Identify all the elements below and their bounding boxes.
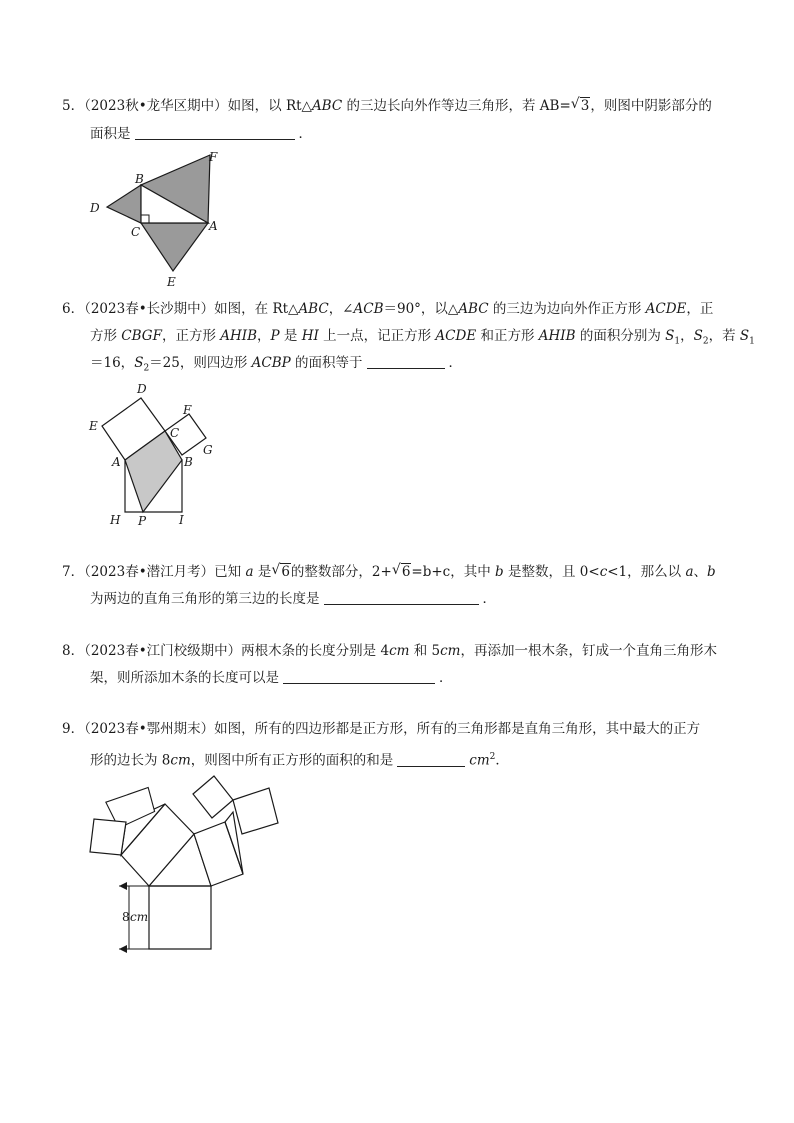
sqrt-3: √ 3 bbox=[570, 96, 590, 114]
q6-source: （2023春•长沙期中） bbox=[84, 301, 215, 317]
q5-source: （2023秋•龙华区期中） bbox=[84, 98, 228, 114]
q5-label-F: F bbox=[209, 150, 218, 164]
q7-line-2: 为两边的直角三角形的第三边的长度是 ． bbox=[90, 591, 496, 607]
sqrt-6-b: √ 6 bbox=[391, 562, 411, 580]
q5-answer-blank[interactable] bbox=[135, 125, 295, 140]
q8-number: 8． bbox=[62, 643, 85, 659]
q9-dim-number: 8 bbox=[122, 910, 130, 924]
sqrt-6-a: √ 6 bbox=[271, 562, 290, 580]
q7-number: 7． bbox=[62, 564, 85, 580]
q5-shaded-triangle-CAE bbox=[141, 223, 208, 271]
q9-arrow-bottom bbox=[119, 945, 127, 953]
q8-line-1: 8．（2023春•江门校级期中）两根木条的长度分别是 4cm 和 5cm，再添加一根木条，钉成一个直角三角形木 bbox=[62, 643, 717, 659]
q6-answer-blank[interactable] bbox=[367, 354, 445, 369]
q8-line-2: 架，则所添加木条的长度可以是 ． bbox=[90, 670, 453, 686]
q5-number: 5． bbox=[62, 98, 85, 114]
q9-left-bottom-square bbox=[90, 819, 126, 855]
q7-source: （2023春•潜江月考） bbox=[84, 564, 215, 580]
q5-figure bbox=[85, 145, 235, 290]
q6-line-2: 方形 CBGF，正方形 AHIB，P 是 HI 上一点，记正方形 ACDE 和正方形 AHIB 的面积分别为 $S_1$，$S_2$，若 $S_1$ bbox=[90, 328, 755, 347]
q5-label-A: A bbox=[209, 219, 218, 233]
q9-line-1: 9．（2023春•鄂州期末）如图，所有的四边形都是正方形，所有的三角形都是直角三角形，其中最大的正方 bbox=[62, 721, 701, 737]
q9-answer-blank[interactable] bbox=[397, 752, 465, 767]
q6-label-P: P bbox=[138, 514, 147, 528]
q6-line-3: ＝16，$S_2=25$，则四边形 ACBP 的面积等于 ． bbox=[90, 355, 463, 374]
q6-label-C: C bbox=[170, 426, 180, 440]
q9-largest-square bbox=[149, 886, 211, 949]
q6-line-1: 6．（2023春•长沙期中）如图，在 Rt△ABC，∠ACB＝90°，以△ABC 的三边为边向外作正方形 ACDE，正 bbox=[62, 301, 714, 317]
q5-label-E: E bbox=[167, 275, 176, 289]
q8-answer-blank[interactable] bbox=[283, 669, 435, 684]
q9-figure bbox=[85, 772, 285, 962]
q9-dim-unit: cm bbox=[130, 910, 149, 924]
q6-label-D: D bbox=[137, 382, 147, 396]
q9-number: 9． bbox=[62, 721, 85, 737]
q6-number: 6． bbox=[62, 301, 85, 317]
q5-label-C: C bbox=[131, 225, 141, 239]
q6-label-A: A bbox=[112, 455, 121, 469]
q7-answer-blank[interactable] bbox=[324, 590, 479, 605]
q9-arrow-top bbox=[119, 882, 127, 890]
q6-label-G: G bbox=[203, 443, 213, 457]
q5-label-B: B bbox=[135, 172, 144, 186]
q9-right-top-square-a bbox=[193, 776, 233, 818]
q5-shaded-triangle-BCD bbox=[107, 185, 141, 223]
q6-label-I: I bbox=[179, 513, 184, 527]
q8-source: （2023春•江门校级期中） bbox=[84, 643, 242, 659]
q5-line-2: 面积是 ． bbox=[90, 126, 312, 142]
q5-label-D: D bbox=[90, 201, 100, 215]
q9-right-top-square-b bbox=[233, 788, 278, 834]
q5-line-1: 5．（2023秋•龙华区期中）如图，以 Rt△ABC 的三边长向外作等边三角形，若 AB= √ 3，则图中阴影部分的 bbox=[62, 96, 712, 114]
q9-line-2: 形的边长为 8cm，则图中所有正方形的面积的和是 $cm^2$． bbox=[90, 752, 509, 769]
q7-line-1: 7．（2023春•潜江月考）已知 a 是 √ 6的整数部分，2+ √ 6=b+c，其中 b 是整数，且 0<c<1，那么以 a、b bbox=[62, 562, 716, 580]
q6-label-B: B bbox=[184, 455, 193, 469]
q6-figure bbox=[85, 378, 230, 528]
q6-label-E: E bbox=[89, 419, 98, 433]
q6-label-F: F bbox=[183, 403, 192, 417]
q9-source: （2023春•鄂州期末） bbox=[84, 721, 215, 737]
q6-label-H: H bbox=[110, 513, 121, 527]
